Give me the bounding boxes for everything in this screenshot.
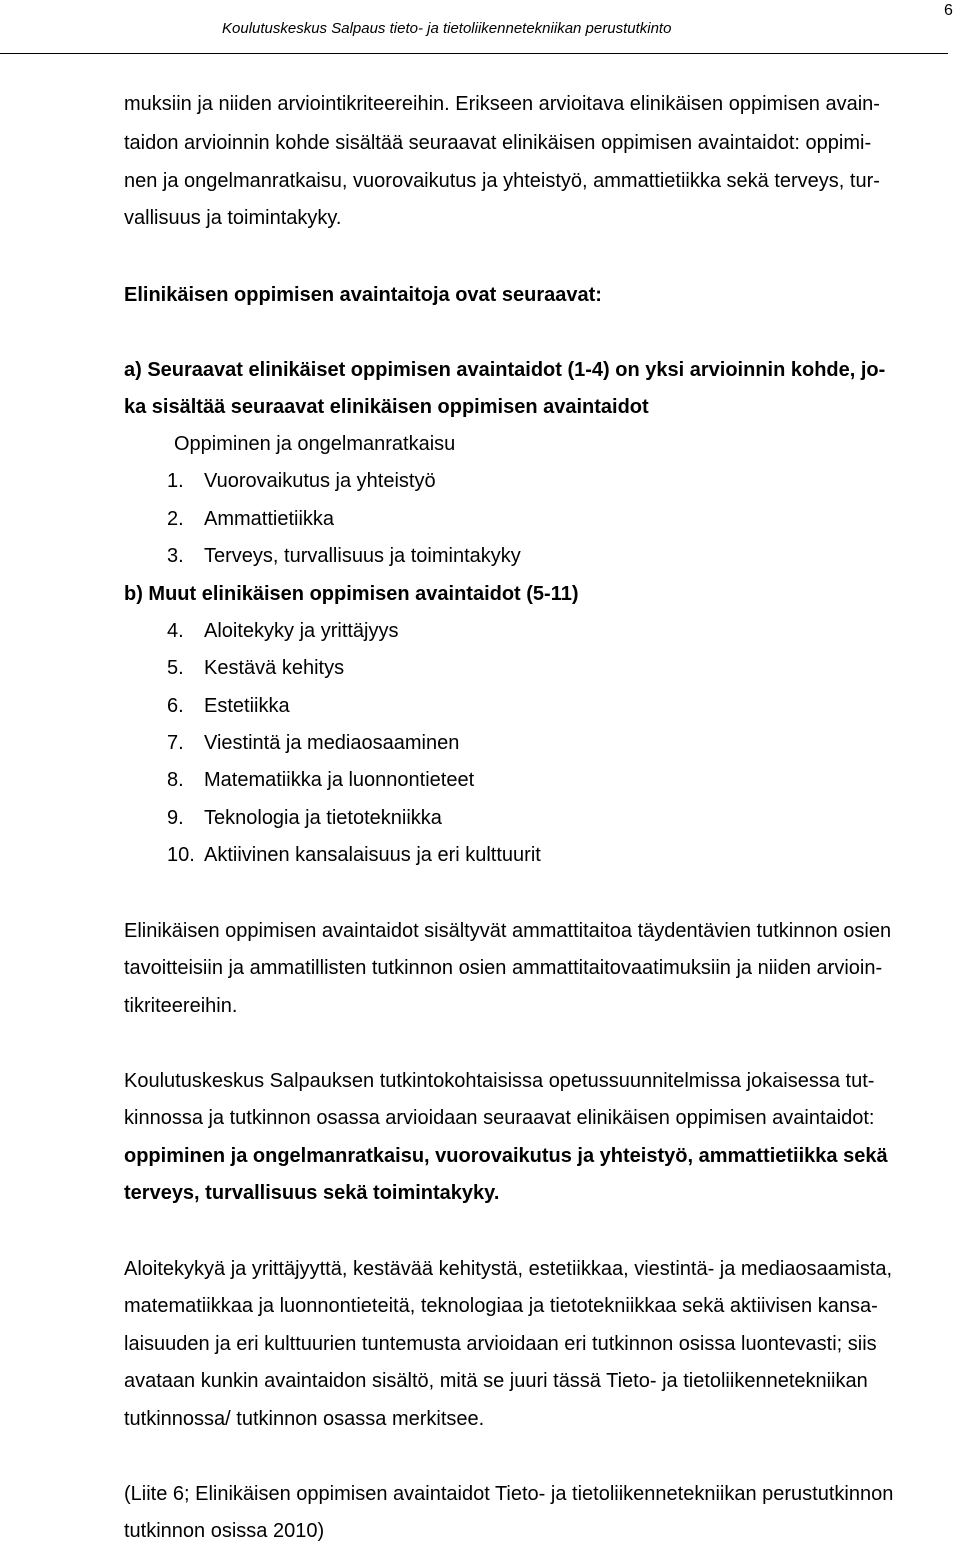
- paragraph-line: tutkinnossa/ tutkinnon osassa merkitsee.: [124, 1408, 485, 1430]
- list-item: [167, 843, 541, 867]
- group-a-heading-line: ka sisältää seuraavat elinikäisen oppimisen avaintaidot: [124, 396, 649, 418]
- list-item-text: Matematiikka ja luonnontieteet: [204, 769, 475, 791]
- paragraph-line: (Liite 6; Elinikäisen oppimisen avaintaidot Tieto- ja tietoliikennetekniikan perustutkinnon: [124, 1483, 894, 1505]
- list-item-text: Terveys, turvallisuus ja toimintakyky: [204, 545, 521, 567]
- paragraph-line: laisuuden ja eri kulttuurien tuntemusta arvioidaan eri tutkinnon osissa luontevasti; siis: [124, 1333, 877, 1355]
- list-item: [167, 806, 442, 830]
- paragraph-line: Elinikäisen oppimisen avaintaidot sisältyvät ammattitaitoa täydentävien tutkinnon osien: [124, 920, 892, 942]
- list-item-text: Aktiivinen kansalaisuus ja eri kulttuurit: [204, 844, 541, 866]
- page-number: 6: [944, 2, 953, 19]
- list-item: [167, 544, 521, 568]
- list-item-number: 1.: [167, 470, 184, 492]
- paragraph-line: tikriteereihin.: [124, 995, 238, 1017]
- list-item-text: Teknologia ja tietotekniikka: [204, 807, 442, 829]
- list-item-text: Aloitekyky ja yrittäjyys: [204, 620, 399, 642]
- intro-line: muksiin ja niiden arviointikriteereihin. Erikseen arvioitava elinikäisen oppimisen avain-: [124, 93, 880, 115]
- list-item-number: 10.: [167, 844, 195, 866]
- paragraph-line: avataan kunkin avaintaidon sisältö, mitä se juuri tässä Tieto- ja tietoliikennetekniikan: [124, 1370, 868, 1392]
- list-item-number: 4.: [167, 620, 184, 642]
- paragraph-line: tutkinnon osissa 2010): [124, 1520, 325, 1542]
- list-item-number: 5.: [167, 657, 184, 679]
- paragraph-line: kinnossa ja tutkinnon osassa arvioidaan seuraavat elinikäisen oppimisen avaintaidot:: [124, 1107, 875, 1129]
- intro-line: taidon arvioinnin kohde sisältää seuraavat elinikäisen oppimisen avaintaidot: oppimi-: [124, 132, 872, 154]
- list-item-number: 9.: [167, 807, 184, 829]
- group-a-heading-line: a) Seuraavat elinikäiset oppimisen avaintaidot (1-4) on yksi arvioinnin kohde, jo-: [124, 359, 886, 381]
- list-item-text: Vuorovaikutus ja yhteistyö: [204, 470, 436, 492]
- list-item: [167, 768, 474, 792]
- list-item: [167, 694, 290, 718]
- intro-line: vallisuus ja toimintakyky.: [124, 207, 342, 229]
- list-item-number: 6.: [167, 695, 184, 717]
- list-item: [167, 656, 344, 680]
- header-divider: [0, 53, 948, 54]
- list-item-number: 2.: [167, 508, 184, 530]
- intro-line: nen ja ongelmanratkaisu, vuorovaikutus ja yhteistyö, ammattietiikka sekä terveys, tur-: [124, 170, 880, 192]
- paragraph-line: Koulutuskeskus Salpauksen tutkintokohtaisissa opetussuunnitelmissa jokaisessa tut-: [124, 1070, 875, 1092]
- list-item-text: Viestintä ja mediaosaaminen: [204, 732, 460, 754]
- list-item: [167, 731, 459, 755]
- list-item-text: Ammattietiikka: [204, 508, 335, 530]
- group-a-unnumbered-item: Oppiminen ja ongelmanratkaisu: [174, 433, 456, 455]
- group-b-heading: b) Muut elinikäisen oppimisen avaintaidot (5-11): [124, 583, 579, 605]
- key-skills-heading: Elinikäisen oppimisen avaintaitoja ovat seuraavat:: [124, 284, 602, 306]
- list-item-text: Estetiikka: [204, 695, 290, 717]
- paragraph-line: Aloitekykyä ja yrittäjyyttä, kestävää kehitystä, estetiikkaa, viestintä- ja mediaosaamista,: [124, 1258, 893, 1280]
- list-item-number: 8.: [167, 769, 184, 791]
- header-title: Koulutuskeskus Salpaus tieto- ja tietoliikennetekniikan perustutkinto: [222, 20, 672, 37]
- list-item: [167, 619, 399, 643]
- list-item: [167, 469, 436, 493]
- list-item: [167, 507, 334, 531]
- list-item-text: Kestävä kehitys: [204, 657, 345, 679]
- list-item-number: 7.: [167, 732, 184, 754]
- list-item-number: 3.: [167, 545, 184, 567]
- paragraph-line: tavoitteisiin ja ammatillisten tutkinnon osien ammattitaitovaatimuksiin ja niiden arvioin-: [124, 957, 883, 979]
- paragraph-bold-line: oppiminen ja ongelmanratkaisu, vuorovaikutus ja yhteistyö, ammattietiikka sekä: [124, 1145, 888, 1167]
- paragraph-line: matematiikkaa ja luonnontieteitä, teknologiaa ja tietotekniikkaa sekä aktiivisen kansa-: [124, 1295, 878, 1317]
- paragraph-bold-line: terveys, turvallisuus sekä toimintakyky.: [124, 1182, 500, 1204]
